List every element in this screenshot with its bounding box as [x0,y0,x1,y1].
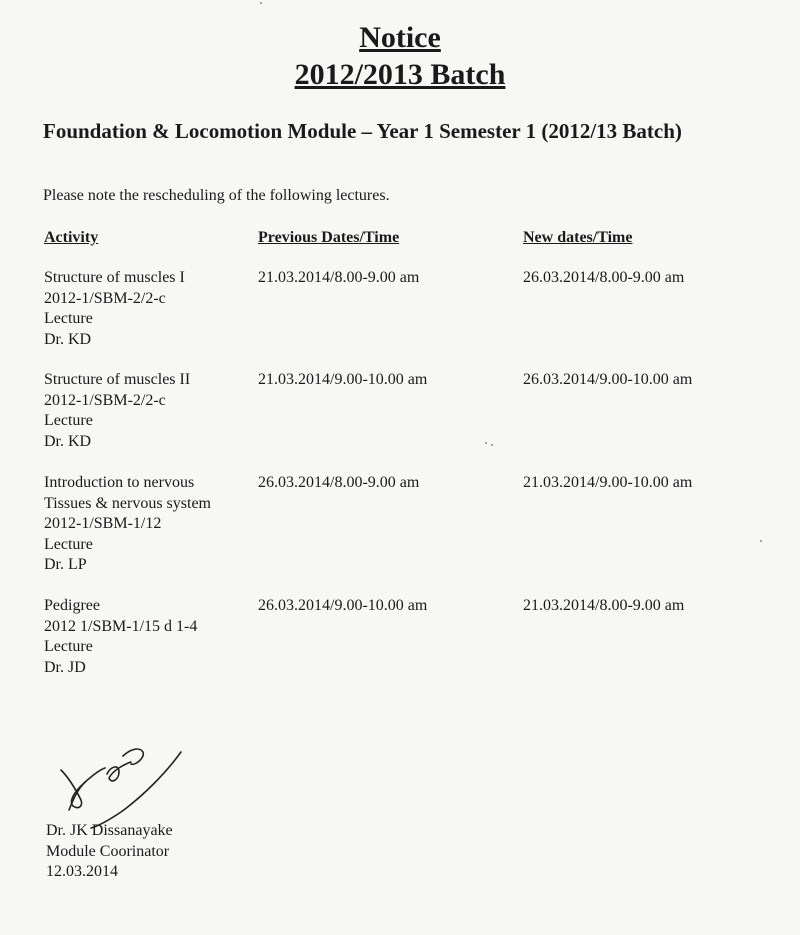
scan-speck [485,442,487,444]
batch-title: 2012/2013 Batch [294,58,506,91]
signature-block [46,821,173,883]
scan-speck [760,540,762,542]
activity-line: Lecture [44,535,93,553]
activity-cell [44,268,185,350]
new-datetime: 26.03.2014/8.00-9.00 am [523,269,685,286]
activity-line: Tissues & nervous system [44,494,211,512]
activity-line: 2012-1/SBM-2/2-c [44,289,166,307]
activity-cell [44,473,211,576]
notice-title: Notice [359,21,441,54]
previous-datetime: 21.03.2014/8.00-9.00 am [258,269,420,286]
activity-cell [44,370,190,452]
activity-line: Pedigree [44,597,100,614]
activity-line: Dr. KD [44,432,92,450]
activity-line: Structure of muscles II [44,371,191,388]
handwritten-signature [55,740,195,830]
new-datetime: 21.03.2014/8.00-9.00 am [523,597,685,614]
activity-line: 2012-1/SBM-2/2-c [44,391,166,409]
scan-speck [260,2,262,4]
previous-datetime: 21.03.2014/9.00-10.00 am [258,371,428,388]
activity-line: Lecture [44,638,93,655]
scan-speck [491,444,493,446]
activity-line: Dr. LP [44,556,87,573]
column-header-previous: Previous Dates/Time [258,229,400,246]
activity-line: Dr. JD [44,658,86,676]
intro-text: Please note the rescheduling of the following lectures. [43,187,390,204]
activity-line: Lecture [44,310,93,327]
notice-date: 12.03.2014 [46,863,118,880]
column-header-activity: Activity [44,229,99,246]
activity-line: 2012 1/SBM-1/15 d 1-4 [44,617,198,635]
signatory-role: Module Coorinator [46,842,170,860]
activity-line: Lecture [44,412,93,429]
previous-datetime: 26.03.2014/8.00-9.00 am [258,474,420,491]
new-datetime: 21.03.2014/9.00-10.00 am [523,474,693,491]
activity-line: 2012-1/SBM-1/12 [44,515,162,532]
activity-line: Introduction to nervous [44,474,195,491]
new-datetime: 26.03.2014/9.00-10.00 am [523,371,693,388]
module-heading: Foundation & Locomotion Module – Year 1 Semester 1 (2012/13 Batch) [43,119,682,143]
column-header-new: New dates/Time [523,229,633,246]
activity-line: Dr. KD [44,330,92,348]
signatory-name: Dr. JK Dissanayake [46,822,173,839]
previous-datetime: 26.03.2014/9.00-10.00 am [258,597,428,614]
activity-cell [44,596,197,678]
activity-line: Structure of muscles I [44,269,185,286]
